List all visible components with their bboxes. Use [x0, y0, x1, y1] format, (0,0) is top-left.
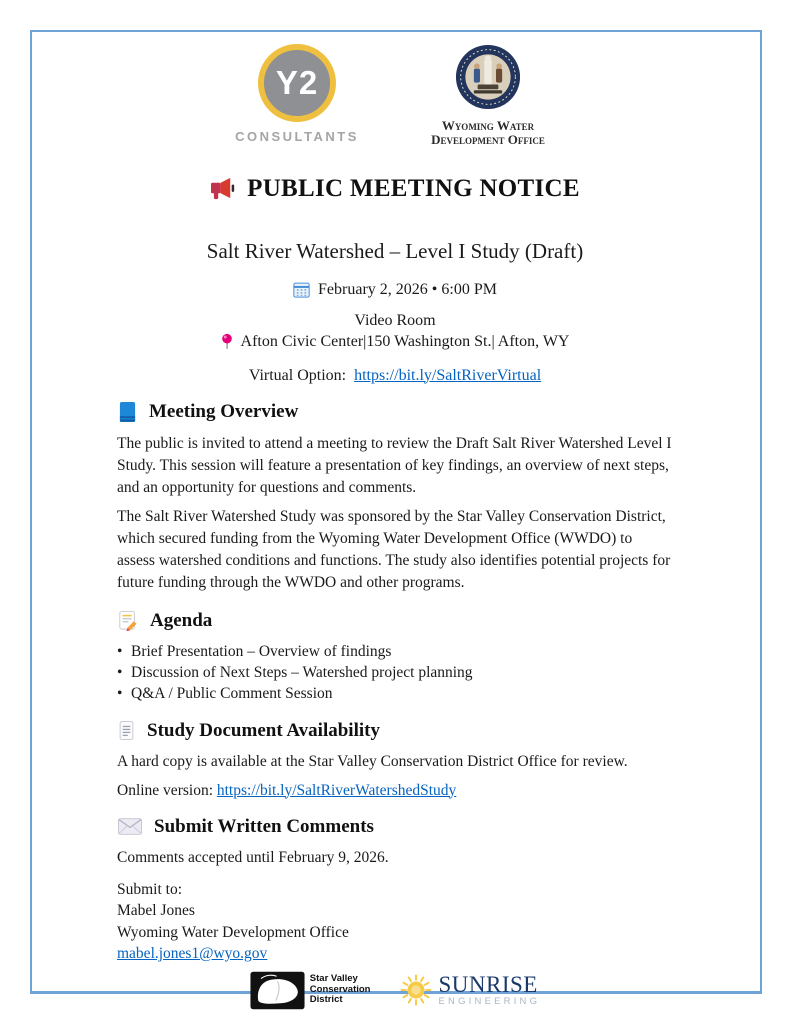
sunrise-name: SUNRISE	[438, 971, 538, 997]
wwdo-caption-line2: Development Office	[431, 132, 545, 147]
footer-logos	[117, 971, 673, 1010]
y2-logo-text: Y2	[275, 64, 319, 101]
virtual-option-label: Virtual Option:	[248, 366, 347, 384]
svcd-text-line1: Star Valley	[309, 973, 358, 985]
contact-org: Wyoming Water Development Office	[117, 923, 349, 941]
memo-pencil-icon	[118, 610, 138, 631]
agenda-list	[117, 641, 673, 704]
availability-heading: Study Document Availability	[147, 719, 380, 741]
wyoming-state-seal-icon	[455, 44, 521, 110]
wwdo-logo	[408, 44, 568, 147]
y2-logo-circle-icon	[258, 44, 336, 122]
sun-icon	[399, 973, 433, 1007]
wwdo-caption-line1: Wyoming Water	[441, 118, 535, 133]
contact-name: Mabel Jones	[117, 902, 195, 919]
comments-deadline: Comments accepted until February 9, 2026.	[117, 848, 389, 866]
overview-paragraph-2: The Salt River Watershed Study was sponsored by the Star Valley Conservation District, which secured funding from the Wyoming Water Development Office (WWDO) to assess watershed conditions and functions. The study also identifies potential projects for future funding through the WWDO and other programs.	[117, 507, 671, 591]
virtual-option-row	[117, 367, 673, 385]
svcd-text-line3: District	[309, 994, 343, 1006]
online-version-line	[117, 782, 673, 800]
contact-block	[117, 879, 673, 965]
notice-title: PUBLIC MEETING NOTICE	[247, 174, 580, 202]
blue-book-icon	[118, 401, 137, 423]
svcd-text-line2: Conservation	[309, 983, 371, 995]
overview-heading: Meeting Overview	[149, 400, 299, 422]
overview-paragraph-1: The public is invited to attend a meeting to review the Draft Salt River Watershed Level I Study. This session will feature a presentation of key findings, an overview of next steps, and an opportunity for questions and comments.	[117, 434, 672, 496]
star-valley-conservation-district-logo	[250, 971, 371, 1010]
overview-heading-row	[118, 401, 673, 423]
event-datetime: February 2, 2026 • 6:00 PM	[318, 280, 497, 298]
comments-heading: Submit Written Comments	[154, 815, 374, 837]
online-version-label: Online version:	[117, 781, 213, 799]
envelope-icon	[118, 818, 142, 835]
hard-copy-line: A hard copy is available at the Star Valley Conservation District Office for review.	[117, 752, 628, 770]
wwdo-logo-caption	[408, 119, 568, 147]
y2-consultants-logo	[222, 44, 372, 144]
svcd-logo-text	[310, 974, 371, 1006]
availability-heading-row	[118, 720, 673, 742]
event-datetime-row	[117, 281, 673, 299]
svcd-emblem-icon	[250, 971, 305, 1010]
page-content	[117, 44, 673, 1010]
y2-logo-caption: CONSULTANTS	[235, 129, 359, 144]
online-version-link[interactable]: https://bit.ly/SaltRiverWatershedStudy	[216, 781, 457, 799]
location-pin-icon	[221, 333, 233, 352]
sunrise-sub: ENGINEERING	[438, 995, 541, 1007]
event-location: Afton Civic Center|150 Washington St.| Afton, WY	[240, 333, 570, 350]
comments-heading-row	[118, 816, 673, 838]
sunrise-engineering-logo	[399, 973, 541, 1007]
agenda-item: • Brief Presentation – Overview of findings	[117, 641, 673, 662]
event-title: Salt River Watershed – Level I Study (Draft)	[206, 238, 584, 263]
virtual-option-link[interactable]: https://bit.ly/SaltRiverVirtual	[354, 366, 542, 384]
calendar-icon	[293, 281, 310, 298]
event-room: Video Room	[354, 311, 436, 329]
notice-title-row	[117, 158, 673, 220]
header-logos	[117, 44, 673, 147]
document-icon	[118, 720, 135, 741]
agenda-heading: Agenda	[150, 609, 213, 631]
agenda-heading-row	[118, 610, 673, 632]
event-location-row	[117, 333, 673, 352]
agenda-item: • Q&A / Public Comment Session	[117, 683, 673, 704]
submit-to-label: Submit to:	[117, 880, 183, 898]
agenda-item: • Discussion of Next Steps – Watershed project planning	[117, 662, 673, 683]
contact-email-link[interactable]: mabel.jones1@wyo.gov	[117, 945, 268, 962]
megaphone-icon	[210, 176, 237, 201]
sunrise-logo-text	[438, 971, 541, 1007]
